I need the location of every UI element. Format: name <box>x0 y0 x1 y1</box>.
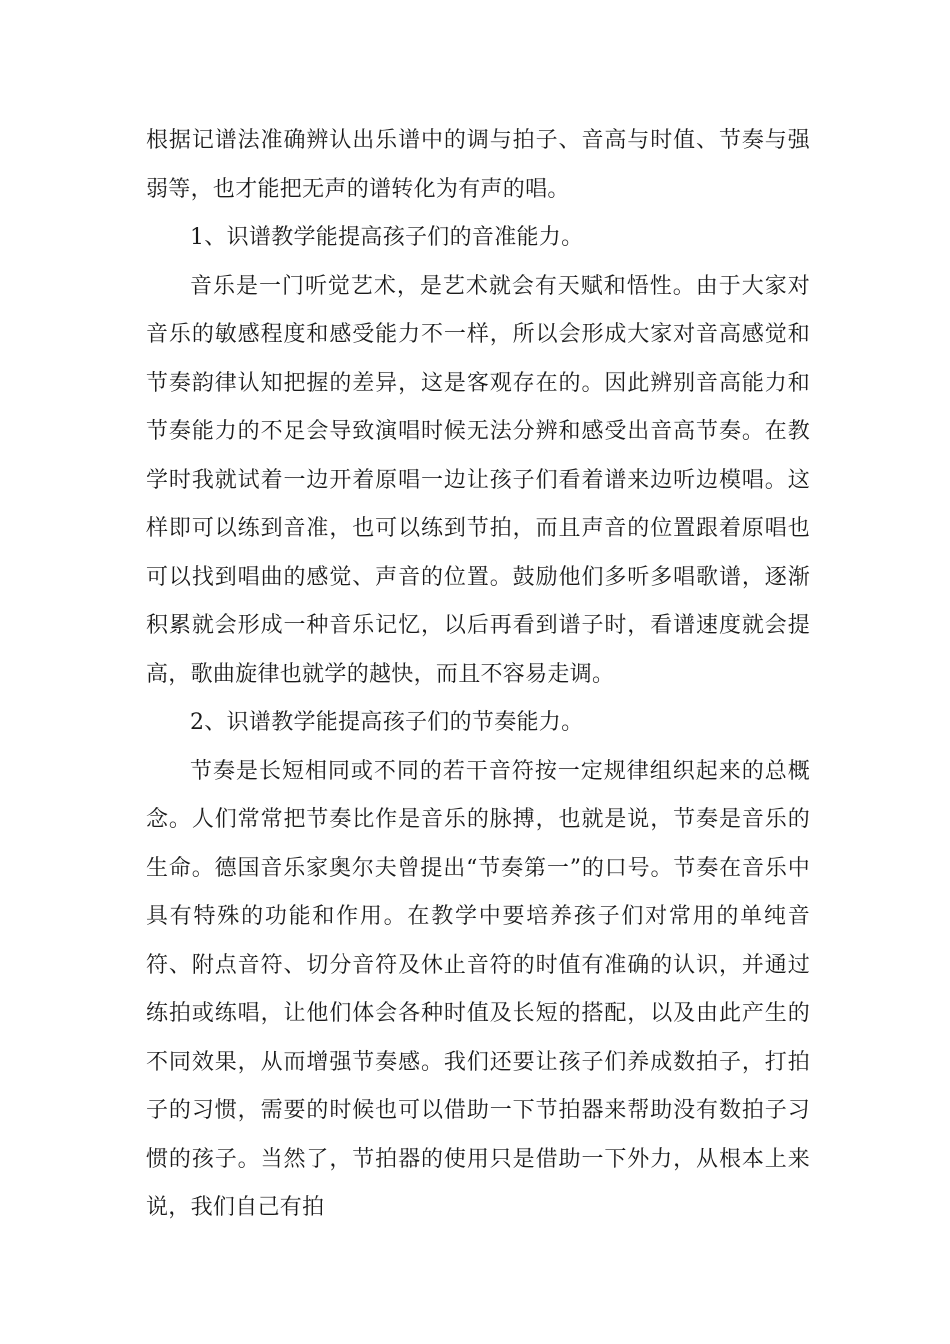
section-heading-2: 2、识谱教学能提高孩子们的节奏能力。 <box>190 710 584 735</box>
paragraph-pitch: 音乐是一门听觉艺术，是艺术就会有天赋和悟性。由于大家对音乐的敏感程度和感受能力不一样，所以会形成大家对音高感觉和节奏韵律认知把握的差异，这是客观存在的。因此辨别音高能力和节奏能力的不足会导致演唱时候无法分辨和感受出音高节奏。在教学时我就试着一边开着原唱一边让孩子们看着谱来边听边模唱。这样即可以练到音准，也可以练到节拍，而且声音的位置跟着原唱也可以找到唱曲的感觉、声音的位置。鼓励他们多听多唱歌谱，逐渐积累就会形成一种音乐记忆，以后再看到谱子时，看谱速度就会提高，歌曲旋律也就学的越快，而且不容易走调。 <box>146 273 810 687</box>
document-body <box>146 117 810 1233</box>
paragraph-rhythm: 节奏是长短相同或不同的若干音符按一定规律组织起来的总概念。人们常常把节奏比作是音乐的脉搏，也就是说，节奏是音乐的生命。德国音乐家奥尔夫曾提出“节奏第一”的口号。节奏在音乐中具有特殊的功能和作用。在教学中要培养孩子们对常用的单纯音符、附点音符、切分音符及休止音符的时值有准确的认识，并通过练拍或练唱，让他们体会各种时值及长短的搭配，以及由此产生的不同效果，从而增强节奏感。我们还要让孩子们养成数拍子，打拍子的习惯，需要的时候也可以借助一下节拍器来帮助没有数拍子习惯的孩子。当然了，节拍器的使用只是借助一下外力，从根本上来说，我们自己有拍 <box>146 758 810 1220</box>
paragraph-continuation: 根据记谱法准确辨认出乐谱中的调与拍子、音高与时值、节奏与强弱等，也才能把无声的谱转化为有声的唱。 <box>146 128 810 202</box>
section-heading-1: 1、识谱教学能提高孩子们的音准能力。 <box>190 225 584 250</box>
